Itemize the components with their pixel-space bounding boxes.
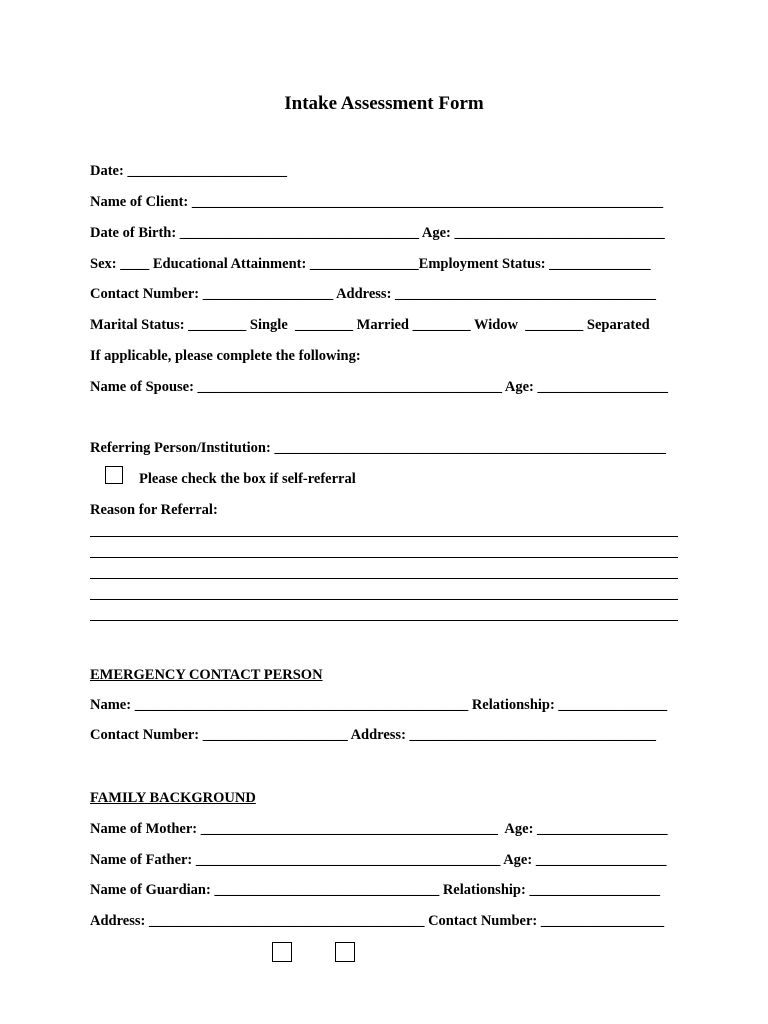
dob-age-field[interactable]: Date of Birth: _________________________________ Age: _____________________________	[90, 225, 665, 241]
self-referral-label: Please check the box if self-referral	[139, 471, 356, 487]
referring-person-field[interactable]: Referring Person/Institution: ______________________________________________________	[90, 440, 666, 456]
reason-for-referral-label: Reason for Referral:	[90, 502, 218, 518]
father-field[interactable]: Name of Father: __________________________________________ Age: __________________	[90, 852, 667, 868]
guardian-field[interactable]: Name of Guardian: _______________________________ Relationship: __________________	[90, 882, 660, 898]
spouse-field[interactable]: Name of Spouse: __________________________________________ Age: __________________	[90, 379, 668, 395]
family-background-heading: FAMILY BACKGROUND	[90, 790, 256, 806]
client-name-field[interactable]: Name of Client: _________________________________________________________________	[90, 194, 664, 210]
reason-line[interactable]	[90, 535, 678, 537]
reason-line[interactable]	[90, 598, 678, 600]
family-checkbox-2[interactable]	[335, 942, 355, 962]
family-address-contact-field[interactable]: Address: ______________________________________ Contact Number: _________________	[90, 913, 665, 929]
emergency-contact-heading: EMERGENCY CONTACT PERSON	[90, 667, 323, 683]
self-referral-checkbox[interactable]	[105, 466, 123, 484]
form-title: Intake Assessment Form	[284, 93, 484, 114]
mother-field[interactable]: Name of Mother: _________________________________________ Age: __________________	[90, 821, 668, 837]
emergency-name-relationship-field[interactable]: Name: ______________________________________________ Relationship: _______________	[90, 697, 668, 713]
reason-line[interactable]	[90, 556, 678, 558]
contact-address-field[interactable]: Contact Number: __________________ Address: ____________________________________	[90, 286, 657, 302]
date-field[interactable]: Date: ______________________	[90, 163, 287, 179]
sex-education-employment-field[interactable]: Sex: ____ Educational Attainment: _______________Employment Status: ______________	[90, 256, 651, 272]
if-applicable-note: If applicable, please complete the following:	[90, 348, 361, 364]
marital-status-field[interactable]: Marital Status: ________ Single ________ Married ________ Widow ________ Separated	[90, 317, 650, 333]
reason-line[interactable]	[90, 577, 678, 579]
reason-line[interactable]	[90, 619, 678, 621]
emergency-contact-address-field[interactable]: Contact Number: ____________________ Address: __________________________________	[90, 727, 657, 743]
family-checkbox-1[interactable]	[272, 942, 292, 962]
